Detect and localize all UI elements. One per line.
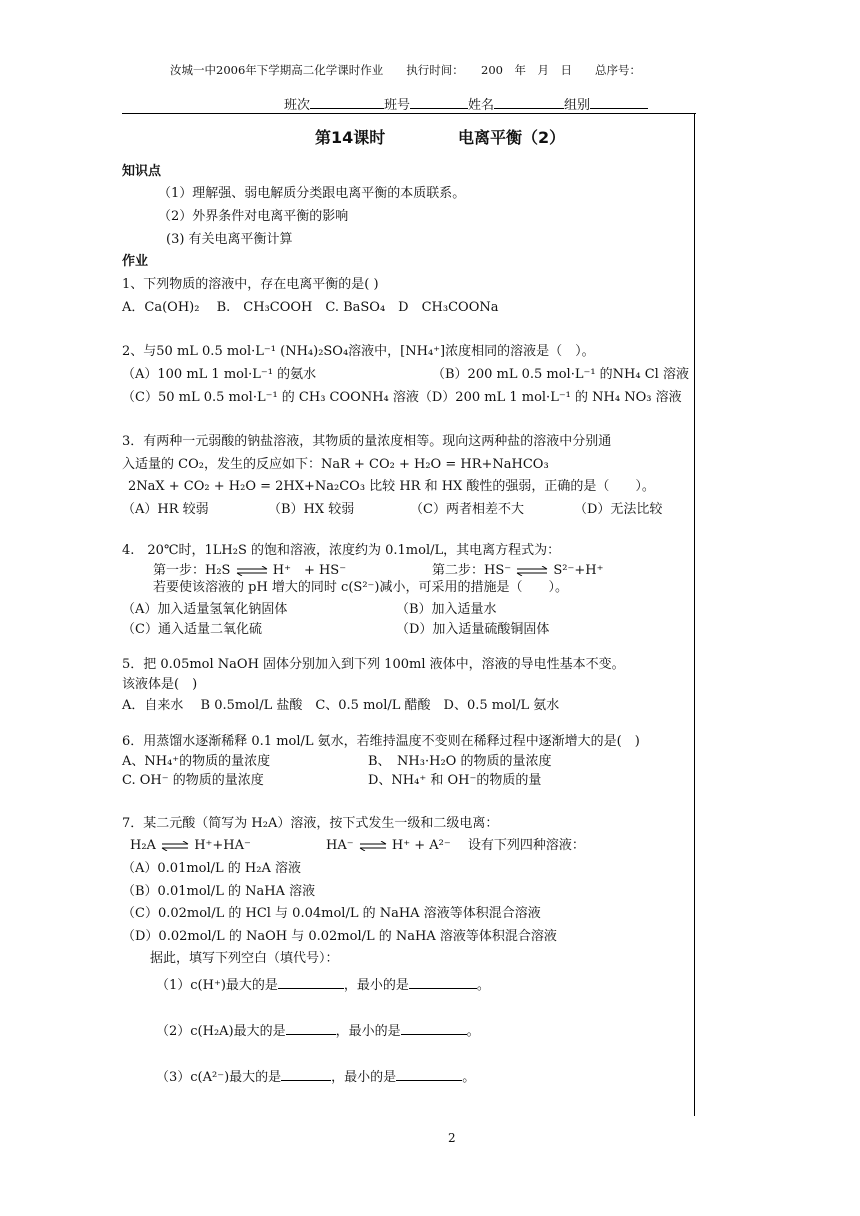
q4-step2-label: 第二步：HS⁻ [432,563,512,578]
q4-option-b: （B）加入适量水 [396,602,497,617]
q7-sub1-label: （1）c(H⁺)最大的是 [156,978,278,993]
q6-stem: 6．用蒸馏水逐渐稀释 0.1 mol/L 氨水，若维持温度不变则在稀释过程中逐渐增大的是( ) [122,734,640,749]
q7-eq1 [130,838,251,854]
q3-stem-3: 2NaX + CO₂ + H₂O = 2HX+Na₂CO₃ 比较 HR 和 HX 酸性的强弱，正确的是（ ）。 [128,479,655,494]
q3-stem-2: 入适量的 CO₂，发生的反应如下：NaR + CO₂ + H₂O = HR+NaHCO₃ [122,457,549,472]
equilibrium-arrow-icon [515,566,549,576]
q3-stem-1: 3．有两种一元弱酸的钠盐溶液，其物质的量浓度相等。现向这两种盐的溶液中分别通 [122,434,612,449]
answer-blank[interactable] [278,975,344,989]
answer-blank[interactable] [409,975,477,989]
q4-step2-rhs: S²⁻+H⁺ [553,563,604,578]
q7-option-d: （D）0.02mol/L 的 NaOH 与 0.02mol/L 的 NaHA 溶液等体积混合溶液 [122,929,557,944]
q4-option-a: （A）加入适量氢氧化钠固体 [122,602,288,617]
q7-sub3-label: （3）c(A²⁻)最大的是 [156,1070,282,1085]
q4-stem: 4. 20℃时，1LH₂S 的饱和溶液，浓度约为 0.1mol/L，其电离方程式为： [122,543,561,558]
student-fields [284,95,648,114]
q7-stem: 7．某二元酸（简写为 H₂A）溶液，按下式发生一级和二级电离： [122,816,499,831]
q7-eq1-rhs: H⁺+HA⁻ [194,838,251,853]
q3-option-a: （A）HR 较弱 [122,502,209,517]
margin-rule [694,114,695,1116]
q6-option-c: C. OH⁻ 的物质的量浓度 [122,773,264,788]
equilibrium-arrow-icon [235,566,269,576]
q2-option-a: （A）100 mL 1 mol·L⁻¹ 的氨水 [122,367,317,382]
q7-sub3-mid: ，最小的是 [331,1070,397,1085]
q7-sub-3 [156,1067,475,1086]
q4-step2 [432,563,603,579]
answer-blank[interactable] [281,1067,331,1081]
q7-option-b: （B）0.01mol/L 的 NaHA 溶液 [122,884,316,899]
field-class-label: 班次 [284,98,311,113]
number-blank[interactable] [410,95,468,109]
q4-question: 若要使该溶液的 pH 增大的同时 c(S²⁻)减小，可采用的措施是（ ）。 [153,580,568,595]
q2-option-b: （B）200 mL 0.5 mol·L⁻¹ 的NH₄ Cl 溶液 [432,367,689,382]
lesson-number: 第14课时 [315,128,386,147]
header-rule [122,113,696,114]
lesson-topic: 电离平衡（2） [458,128,566,147]
class-blank[interactable] [310,95,384,109]
q4-step1 [153,563,346,579]
knowledge-item: （2）外界条件对电离平衡的影响 [158,209,349,224]
q1-stem: 1、下列物质的溶液中，存在电离平衡的是( ) [122,277,379,292]
q7-eq1-lhs: H₂A [130,838,156,853]
q7-sub1-end: 。 [476,978,490,993]
q3-option-c: （C）两者相差不大 [410,502,524,517]
q7-sub-1 [156,975,490,994]
q4-option-d: （D）加入适量硫酸铜固体 [396,622,550,637]
q7-sub1-mid: ，最小的是 [343,978,409,993]
q5-stem-2: 该液体是( ) [122,677,198,692]
equilibrium-arrow-icon [160,841,190,851]
q4-step1-rhs: H⁺ + HS⁻ [272,563,347,578]
q7-eq2-rhs: H⁺ + A²⁻ 设有下列四种溶液： [391,838,585,853]
field-name-label: 姓名 [468,98,495,113]
knowledge-item: (3) 有关电离平衡计算 [166,232,293,247]
q4-option-c: （C）通入适量二氧化硫 [122,622,262,637]
group-blank[interactable] [590,95,648,109]
name-blank[interactable] [494,95,564,109]
q7-option-c: （C）0.02mol/L 的 HCl 与 0.04mol/L 的 NaHA 溶液等体积混合溶液 [122,906,541,921]
q7-sub2-end: 。 [466,1024,480,1039]
q7-eq2 [326,838,585,854]
q7-sub2-mid: ，最小的是 [335,1024,401,1039]
q1-options: A．Ca(OH)₂ B. CH₃COOH C. BaSO₄ D CH₃COONa [122,300,499,315]
knowledge-item: （1）理解强、弱电解质分类跟电离平衡的本质联系。 [158,186,466,201]
q2-stem: 2、与50 mL 0.5 mol·L⁻¹ (NH₄)₂SO₄溶液中，[NH₄⁺]浓度相同的溶液是（ ）。 [122,344,595,359]
knowledge-heading: 知识点 [122,164,162,179]
q7-sub2-label: （2）c(H₂A)最大的是 [156,1024,286,1039]
homework-heading: 作业 [122,254,149,269]
q6-option-b: B、 NH₃·H₂O 的物质的量浓度 [368,754,552,769]
field-group-label: 组别 [564,98,591,113]
q6-option-a: A、NH₄⁺的物质的量浓度 [122,754,271,769]
answer-blank[interactable] [286,1021,336,1035]
q6-option-d: D、NH₄⁺ 和 OH⁻的物质的量 [368,773,542,788]
answer-blank[interactable] [401,1021,467,1035]
q3-option-b: （B）HX 较弱 [268,502,355,517]
q2-option-cd: （C）50 mL 0.5 mol·L⁻¹ 的 CH₃ COONH₄ 溶液（D）200 mL 1 mol·L⁻¹ 的 NH₄ NO₃ 溶液 [122,390,682,405]
equilibrium-arrow-icon [358,841,388,851]
page-number: 2 [448,1131,456,1145]
q5-options: A．自来水 B 0.5mol/L 盐酸 C、0.5 mol/L 醋酸 D、0.5 mol/L 氨水 [122,698,560,713]
q7-prompt: 据此，填写下列空白（填代号）： [150,951,339,966]
q7-option-a: （A）0.01mol/L 的 H₂A 溶液 [122,861,301,876]
field-number-label: 班号 [384,98,411,113]
q5-stem-1: 5．把 0.05mol NaOH 固体分别加入到下列 100ml 液体中，溶液的导电性基本不变。 [122,657,625,672]
q3-option-d: （D）无法比较 [574,502,663,517]
answer-blank[interactable] [396,1067,462,1081]
q7-eq2-lhs: HA⁻ [326,838,354,853]
q7-sub-2 [156,1021,480,1040]
header-line: 汝城一中2006年下学期高二化学课时作业 执行时间： 200 年 月 日 总序号： [170,63,641,77]
q7-sub3-end: 。 [462,1070,476,1085]
q4-step1-label: 第一步：H₂S [153,563,231,578]
